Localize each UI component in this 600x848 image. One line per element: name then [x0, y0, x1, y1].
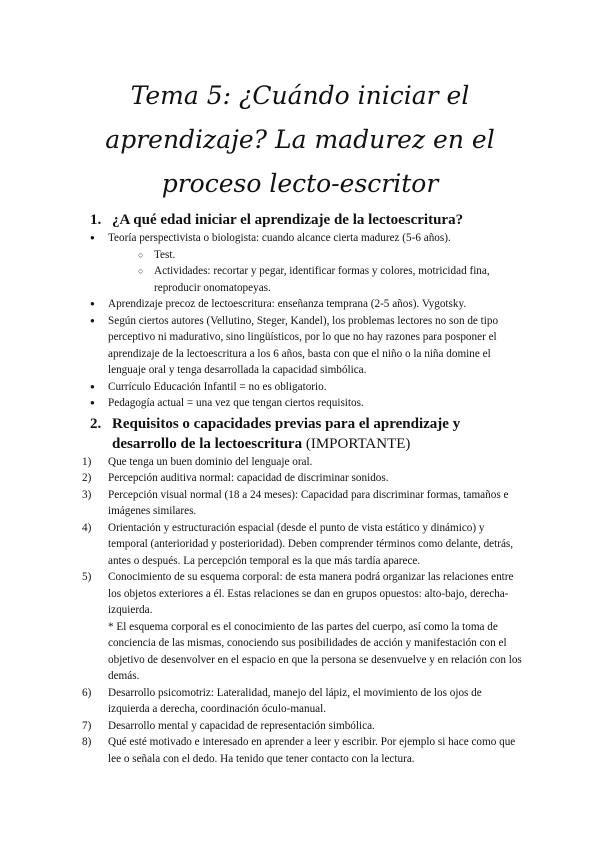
- important-tag: (IMPORTANTE): [305, 435, 411, 452]
- list-item: ● Aprendizaje precoz de lectoescritura: enseñanza temprana (2-5 años). Vygotsky.: [90, 296, 522, 313]
- section-2-list: [82, 454, 522, 768]
- item-number: 4): [82, 521, 92, 534]
- sub-list: [108, 247, 522, 297]
- list-item: [82, 470, 522, 487]
- page-title: [60, 74, 540, 206]
- list-item-text: Desarrollo mental y capacidad de representación simbólica.: [108, 719, 375, 732]
- list-item-text: Que tenga un buen dominio del lenguaje oral.: [108, 455, 313, 468]
- section-1-heading-text: ¿A qué edad iniciar el aprendizaje de la lectoescritura?: [112, 212, 464, 228]
- list-item: ● Según ciertos autores (Vellutino, Steger, Kandel), los problemas lectores no son de tipo perceptivo ni madurativo, sino lingüísticos, por lo que no hay razones para posponer el aprendizaje de la lectoescritura a los 6 años, basta con que el niño o la niña domine el lenguaje oral y tenga desarrollada la capacidad simbólica.: [90, 313, 522, 379]
- item-number: 6): [82, 686, 92, 699]
- item-number: 8): [82, 736, 92, 748]
- list-item-text: Qué esté motivado e interesado en aprender a leer y escribir. Por ejemplo si hace como que lee o señala con el dedo. Ha tenido que tener contacto con la lectura.: [108, 736, 516, 765]
- list-item: [82, 454, 522, 471]
- list-item-text: Conocimiento de su esquema corporal: de esta manera podrá organizar las relaciones entre los objetos exteriores a él. Estas relaciones se dan en grupos opuestos: alto-bajo, derecha-izquierda.: [108, 571, 514, 616]
- section-2-number: 2.: [90, 415, 102, 432]
- list-item: [90, 230, 522, 296]
- list-item-text: Percepción auditiva normal: capacidad de discriminar sonidos.: [108, 472, 389, 484]
- document-body: [82, 210, 522, 767]
- item-number: 7): [82, 719, 92, 732]
- body-schema-note: * El esquema corporal es el conocimiento de las partes del cuerpo, así como la toma de conciencia de las mismas, conociendo sus posibilidades de acción y manifestación con el objetivo de desenvolver en el espacio en que la persona se desenvuelve y en relación con los demás.: [108, 620, 522, 682]
- list-item-text: Orientación y estructuración espacial (desde el punto de vista estático y dinámico) y temporal (anterioridad y posterioridad). Deben comprender términos como delante, detrás, antes o después. La percepción temporal es la que más tardía aparece.: [108, 521, 514, 567]
- section-1-heading: [90, 210, 522, 230]
- sub-list-item: ○ Actividades: recortar y pegar, identificar formas y colores, motricidad fina, reproducir onomatopeyas.: [108, 263, 522, 296]
- list-item: [82, 685, 522, 718]
- list-item: [82, 718, 522, 735]
- list-item-text: Teoría perspectivista o biologista: cuando alcance cierta madurez (5-6 años).: [108, 232, 451, 244]
- item-number: 3): [82, 488, 92, 501]
- title-line-1: Tema 5: ¿Cuándo iniciar el: [130, 81, 470, 110]
- title-line-2: aprendizaje? La madurez en el: [105, 125, 495, 154]
- list-item: ● Pedagogía actual = una vez que tengan ciertos requisitos.: [90, 395, 522, 412]
- item-number: 2): [82, 472, 92, 484]
- list-item: [82, 520, 522, 570]
- section-1-list: [90, 230, 522, 412]
- section-1-number: 1.: [90, 212, 102, 228]
- list-item: [82, 569, 522, 685]
- sub-list-item: ○ Test.: [108, 247, 522, 264]
- list-item: [82, 487, 522, 520]
- section-2-heading: [90, 414, 522, 454]
- list-item-text: Percepción visual normal (18 a 24 meses): Capacidad para discriminar formas, tamaños e imágenes similares.: [108, 488, 509, 517]
- item-number: 1): [82, 455, 92, 468]
- item-number: 5): [82, 571, 92, 583]
- title-line-3: proceso lecto-escritor: [161, 169, 439, 198]
- section-2-heading-text: Requisitos o capacidades previas para el aprendizaje y desarrollo de la lectoescritura: [112, 415, 461, 452]
- list-item-text: Desarrollo psicomotriz: Lateralidad, manejo del lápiz, el movimiento de los ojos de izquierda a derecha, coordinación óculo-manual.: [108, 686, 482, 715]
- list-item: [82, 734, 522, 767]
- list-item: ● Currículo Educación Infantil = no es obligatorio.: [90, 379, 522, 396]
